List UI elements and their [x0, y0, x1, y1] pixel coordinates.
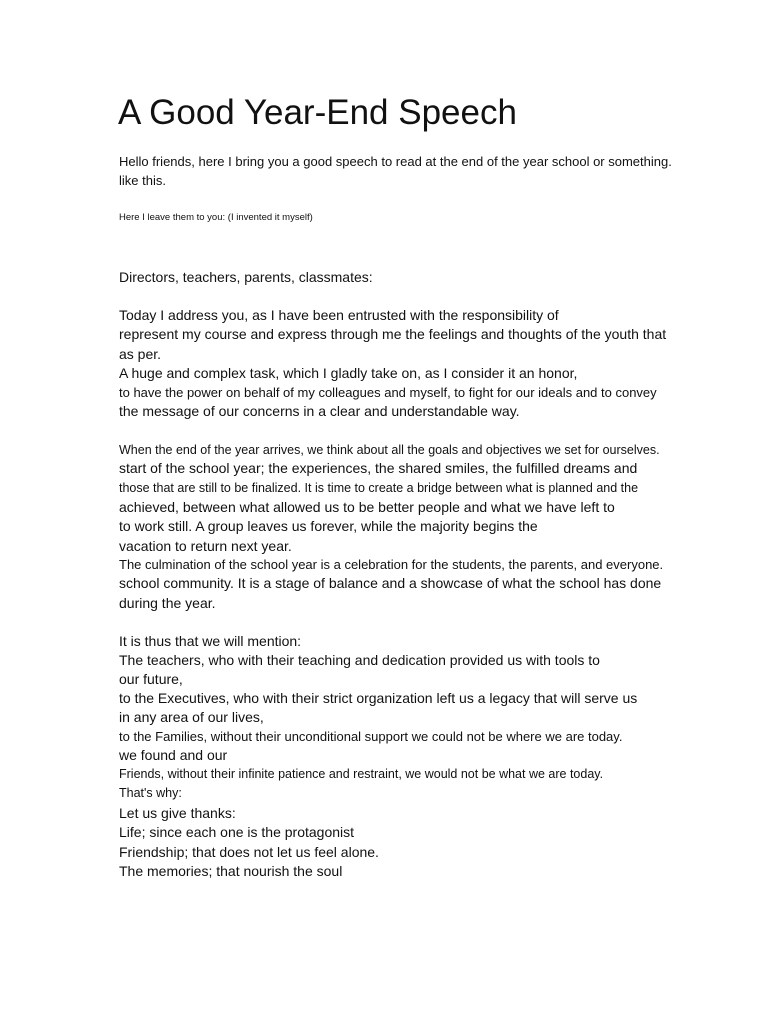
paragraph-line: The memories; that nourish the soul — [119, 863, 343, 879]
paragraph-line: during the year. — [119, 595, 216, 611]
paragraph-line: achieved, between what allowed us to be better people and what we have left to — [119, 499, 615, 515]
paragraph-line: start of the school year; the experiences, the shared smiles, the fulfilled dreams and — [119, 460, 638, 476]
paragraph-line: Let us give thanks: — [119, 805, 236, 821]
paragraph-line: to the Families, without their unconditional support we could not be where we are today. — [119, 729, 623, 744]
intro-line: like this. — [119, 173, 166, 188]
paragraph-line: those that are still to be finalized. It is time to create a bridge between what is planned and the — [119, 481, 639, 495]
paragraph-line: Friendship; that does not let us feel alone. — [119, 844, 379, 860]
paragraph-line: we found and our — [119, 747, 228, 763]
paragraph-line: to the Executives, who with their strict organization left us a legacy that will serve us — [119, 690, 638, 706]
paragraph-line: to have the power on behalf of my colleagues and myself, to fight for our ideals and to convey — [119, 385, 657, 400]
salutation: Directors, teachers, parents, classmates: — [119, 269, 373, 285]
paragraph-line: the message of our concerns in a clear and understandable way. — [119, 403, 520, 419]
paragraph-line: Life; since each one is the protagonist — [119, 824, 355, 840]
note-line: Here I leave them to you: (I invented it myself) — [119, 212, 313, 223]
paragraph-line: When the end of the year arrives, we think about all the goals and objectives we set for ourselves. — [119, 443, 660, 457]
paragraph-line: to work still. A group leaves us forever, while the majority begins the — [119, 518, 538, 534]
paragraph-line: That's why: — [119, 786, 182, 800]
paragraph-line: our future, — [119, 671, 183, 687]
paragraph-line: A huge and complex task, which I gladly take on, as I consider it an honor, — [119, 365, 578, 381]
intro-line: Hello friends, here I bring you a good speech to read at the end of the year school or something. — [119, 154, 672, 169]
paragraph-line: vacation to return next year. — [119, 538, 292, 554]
paragraph-line: The culmination of the school year is a celebration for the students, the parents, and everyone. — [119, 557, 664, 572]
paragraph-line: Today I address you, as I have been entrusted with the responsibility of — [119, 307, 559, 323]
document-title: A Good Year-End Speech — [118, 93, 517, 132]
paragraph-line: Friends, without their infinite patience and restraint, we would not be what we are today. — [119, 767, 604, 781]
paragraph-line: in any area of our lives, — [119, 709, 264, 725]
paragraph-line: The teachers, who with their teaching and dedication provided us with tools to — [119, 652, 600, 668]
paragraph-line: as per. — [119, 346, 162, 362]
paragraph-line: school community. It is a stage of balance and a showcase of what the school has done — [119, 575, 662, 591]
paragraph-line: It is thus that we will mention: — [119, 633, 302, 649]
paragraph-line: represent my course and express through me the feelings and thoughts of the youth that — [119, 326, 667, 342]
